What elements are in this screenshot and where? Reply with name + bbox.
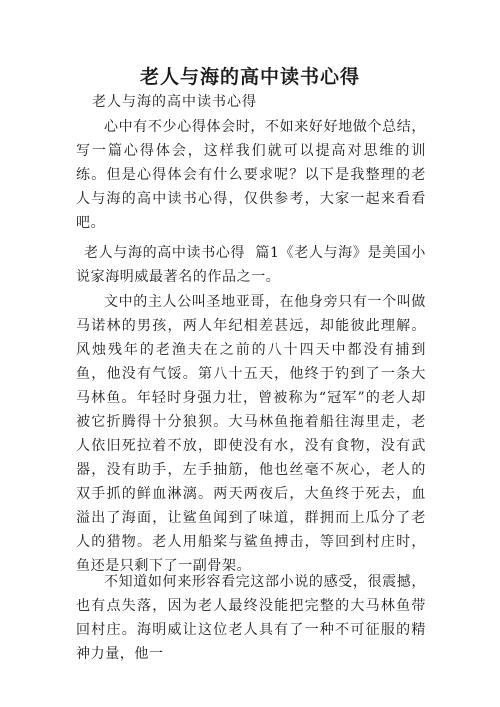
section-lead-text: 《老人与海》是美国小说家海明威最著名的作品之一。 (76, 245, 426, 285)
section-heading: 老人与海的高中读书心得 篇1 (84, 245, 280, 261)
feeling-paragraph: 不知道如何来形容看完这部小说的感受，很震撼，也有点失落，因为老人最终没能把完整的大马林鱼带回村庄。海明威让这位老人具有了一种不可征服的精神力量，他一 (76, 574, 426, 662)
story-paragraph: 文中的主人公叫圣地亚哥，在他身旁只有一个叫做马诺林的男孩，两人年纪相差甚远，却能彼此理解。风烛残年的老渔夫在之前的八十四天中都没有捕到鱼，他没有气馁。第八十五天，他终于钓到了一条大马林鱼。年轻时身强力壮，曾被称为“冠军”的老人却被它折腾得十分狼狈。大马林鱼拖着船往海里走，老人依旧死拉着不放，即使没有水，没有食物，没有武器，没有助手，左手抽筋，他也丝毫不灰心，老人的双手抓的鲜血淋漓。两天两夜后，大鱼终于死去，血溢出了海面，让鲨鱼闻到了味道，群拥而上瓜分了老人的猎物。老人用船桨与鲨鱼搏击，等回到村庄时，鱼还是只剩下了一副骨架。 (76, 294, 426, 574)
intro-paragraph: 心中有不少心得体会时，不如来好好地做个总结，写一篇心得体会，这样我们就可以提高对思维的训练。但是心得体会有什么要求呢？以下是我整理的老人与海的高中读书心得，仅供参考，大家一起来看看吧。 (76, 119, 426, 231)
section-intro-paragraph (76, 241, 426, 289)
document-title: 老人与海的高中读书心得 (139, 66, 360, 88)
document-subtitle: 老人与海的高中读书心得 (92, 94, 257, 110)
